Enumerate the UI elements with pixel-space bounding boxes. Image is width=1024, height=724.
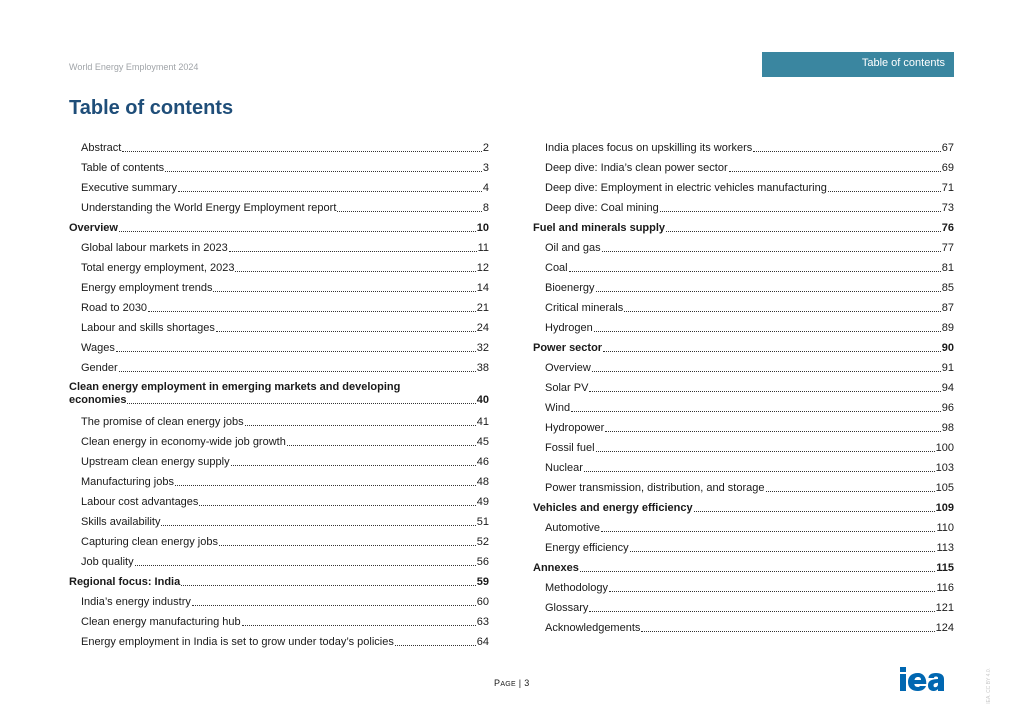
toc-entry-label: Deep dive: Coal mining (545, 202, 659, 214)
toc-entry-label: Clean energy manufacturing hub (81, 616, 241, 628)
toc-entry[interactable] (69, 456, 489, 469)
dot-leader (235, 271, 475, 272)
toc-entry-page: 48 (476, 476, 489, 488)
report-name: World Energy Employment 2024 (69, 62, 199, 72)
toc-entry[interactable] (533, 202, 954, 215)
toc-entry-label: Coal (545, 262, 568, 274)
toc-entry-label: Hydrogen (545, 322, 593, 334)
toc-entry-label: Clean energy employment in emerging markets and developing (69, 381, 401, 393)
toc-entry-label: Skills availability (81, 516, 161, 528)
toc-entry-page: 96 (941, 402, 954, 414)
toc-entry-page: 52 (476, 536, 489, 548)
toc-entry-page: 12 (476, 262, 489, 274)
toc-entry-label: Energy efficiency (545, 542, 629, 554)
dot-leader (216, 331, 476, 332)
toc-entry[interactable] (69, 362, 489, 375)
toc-entry-page: 4 (482, 182, 489, 194)
toc-entry-page: 10 (476, 222, 489, 234)
toc-entry[interactable] (533, 362, 954, 375)
toc-entry[interactable] (69, 322, 489, 335)
toc-entry-page: 60 (476, 596, 489, 608)
toc-entry-label: Regional focus: India (69, 576, 181, 588)
toc-entry-label: Capturing clean energy jobs (81, 536, 218, 548)
dot-leader (245, 425, 476, 426)
toc-entry-page: 21 (476, 302, 489, 314)
dot-leader (161, 525, 475, 526)
toc-entry-page: 116 (936, 582, 954, 594)
dot-leader (828, 191, 941, 192)
toc-entry[interactable] (533, 182, 954, 195)
toc-entry-label: Automotive (545, 522, 601, 534)
toc-entry[interactable] (533, 142, 954, 155)
dot-leader (729, 171, 941, 172)
toc-entry-label: Fossil fuel (545, 442, 595, 454)
toc-entry-page: 90 (941, 342, 954, 354)
toc-entry-page: 89 (941, 322, 954, 334)
toc-entry-label: Road to 2030 (81, 302, 148, 314)
toc-entry-page: 85 (941, 282, 954, 294)
dot-leader (242, 625, 476, 626)
toc-entry-page: 77 (941, 242, 954, 254)
toc-entry[interactable] (533, 462, 954, 475)
dot-leader (199, 505, 475, 506)
toc-entry-page: 109 (935, 502, 954, 514)
toc-entry[interactable] (69, 536, 489, 549)
toc-entry-page: 121 (935, 602, 954, 614)
toc-entry[interactable] (69, 636, 489, 649)
toc-entry-page: 124 (935, 622, 954, 634)
toc-entry-label: Acknowledgements (545, 622, 641, 634)
toc-entry[interactable] (533, 402, 954, 415)
dot-leader (213, 291, 475, 292)
toc-entry-label: Vehicles and energy efficiency (533, 502, 693, 514)
dot-leader (231, 465, 476, 466)
toc-entry-label: Executive summary (81, 182, 177, 194)
toc-entry-label: India places focus on upskilling its workers (545, 142, 753, 154)
toc-entry-page: 8 (482, 202, 489, 214)
dot-leader (601, 531, 935, 532)
toc-entry-page: 51 (476, 516, 489, 528)
toc-entry-label: Methodology (545, 582, 608, 594)
toc-entry-page: 73 (941, 202, 954, 214)
toc-entry-label: Overview (69, 222, 118, 234)
toc-entry-page: 11 (477, 242, 489, 254)
toc-entry-page: 63 (476, 616, 489, 628)
toc-entry-label: The promise of clean energy jobs (81, 416, 244, 428)
toc-entry[interactable] (69, 436, 489, 449)
toc-entry-label: Fuel and minerals supply (533, 222, 666, 234)
toc-entry[interactable] (533, 162, 954, 175)
toc-entry-page: 41 (476, 416, 489, 428)
toc-entry[interactable] (69, 596, 489, 609)
dot-leader (596, 291, 941, 292)
toc-entry[interactable] (69, 476, 489, 489)
toc-entry[interactable] (69, 616, 489, 629)
dot-leader (127, 403, 475, 404)
toc-entry[interactable] (69, 342, 489, 355)
toc-entry-page: 81 (941, 262, 954, 274)
toc-entry-page: 45 (476, 436, 489, 448)
dot-leader (116, 351, 476, 352)
toc-entry-label: Power transmission, distribution, and storage (545, 482, 765, 494)
toc-entry-page: 110 (936, 522, 954, 534)
dot-leader (175, 485, 476, 486)
toc-entry-page: 105 (935, 482, 954, 494)
toc-entry-page: 14 (476, 282, 489, 294)
dot-leader (395, 645, 476, 646)
toc-entry-label: Glossary (545, 602, 589, 614)
toc-entry-page: 67 (941, 142, 954, 154)
page-number: 3 (524, 678, 530, 688)
toc-entry[interactable] (69, 182, 489, 195)
toc-entry-page: 32 (476, 342, 489, 354)
dot-leader (119, 231, 476, 232)
dot-leader (571, 411, 941, 412)
dot-leader (229, 251, 477, 252)
toc-entry-label: Gender (81, 362, 118, 374)
toc-entry-label: Upstream clean energy supply (81, 456, 230, 468)
toc-entry[interactable] (533, 322, 954, 335)
toc-entry-label: Hydropower (545, 422, 605, 434)
dot-leader (148, 311, 476, 312)
dot-leader (181, 585, 476, 586)
toc-entry-label: Deep dive: Employment in electric vehicles manufacturing (545, 182, 827, 194)
toc-entry-page: 59 (476, 576, 489, 588)
dot-leader (135, 565, 476, 566)
toc-section-entry[interactable] (69, 222, 489, 235)
toc-section-entry[interactable] (533, 222, 954, 235)
toc-entry-label: Solar PV (545, 382, 589, 394)
dot-leader (624, 311, 941, 312)
toc-section-entry[interactable] (533, 562, 954, 575)
toc-entry-page: 24 (476, 322, 489, 334)
toc-entry[interactable] (533, 542, 954, 555)
toc-entry[interactable] (69, 282, 489, 295)
toc-entry-label-cont: economies (69, 394, 127, 406)
toc-entry[interactable] (69, 262, 489, 275)
toc-entry-page: 46 (476, 456, 489, 468)
toc-entry-label: Job quality (81, 556, 134, 568)
toc-entry-label: Global labour markets in 2023 (81, 242, 228, 254)
toc-entry-label: Energy employment in India is set to grow under today’s policies (81, 636, 394, 648)
toc-entry-page: 38 (476, 362, 489, 374)
toc-entry-label: India’s energy industry (81, 596, 191, 608)
dot-leader (178, 191, 482, 192)
dot-leader (753, 151, 940, 152)
toc-entry-label: Critical minerals (545, 302, 624, 314)
dot-leader (589, 611, 934, 612)
toc-entry-label: Energy employment trends (81, 282, 213, 294)
dot-leader (119, 371, 476, 372)
toc-entry-label: Annexes (533, 562, 579, 574)
toc-entry-page: 56 (476, 556, 489, 568)
toc-entry[interactable] (69, 416, 489, 429)
toc-entry-label: Manufacturing jobs (81, 476, 174, 488)
toc-entry[interactable] (533, 282, 954, 295)
toc-entry[interactable] (69, 302, 489, 315)
toc-entry-page: 69 (941, 162, 954, 174)
toc-entry-page: 98 (941, 422, 954, 434)
dot-leader (287, 445, 476, 446)
toc-entry[interactable] (533, 482, 954, 495)
toc-entry[interactable] (533, 442, 954, 455)
toc-entry[interactable] (69, 496, 489, 509)
toc-entry[interactable] (533, 242, 954, 255)
toc-entry-label: Power sector (533, 342, 603, 354)
dot-leader (580, 571, 935, 572)
page-title: Table of contents (69, 97, 234, 119)
toc-entry[interactable] (69, 516, 489, 529)
toc-section-entry[interactable] (69, 381, 489, 407)
toc-entry[interactable] (533, 302, 954, 315)
dot-leader (603, 351, 941, 352)
toc-entry-label: Labour and skills shortages (81, 322, 215, 334)
toc-entry-label: Wages (81, 342, 115, 354)
toc-entry[interactable] (69, 556, 489, 569)
toc-entry[interactable] (533, 262, 954, 275)
license-note: IEA. CC BY 4.0. (986, 668, 992, 704)
dot-leader (584, 471, 935, 472)
toc-entry-label: Understanding the World Energy Employment report (81, 202, 337, 214)
dot-leader (592, 371, 941, 372)
dot-leader (337, 211, 482, 212)
dot-leader (666, 231, 941, 232)
toc-entry-page: 3 (482, 162, 489, 174)
toc-entry[interactable] (533, 582, 954, 595)
toc-entry-label: Table of contents (81, 162, 165, 174)
toc-entry[interactable] (69, 142, 489, 155)
toc-entry-page: 64 (476, 636, 489, 648)
toc-entry-page: 115 (936, 562, 954, 574)
toc-entry-label: Bioenergy (545, 282, 595, 294)
dot-leader (192, 605, 476, 606)
dot-leader (602, 251, 941, 252)
toc-entry-page: 113 (936, 542, 954, 554)
toc-entry[interactable] (533, 622, 954, 635)
toc-entry-page: 2 (482, 142, 489, 154)
toc-entry-page: 103 (935, 462, 954, 474)
toc-entry-label: Wind (545, 402, 571, 414)
dot-leader (630, 551, 936, 552)
dot-leader (594, 331, 941, 332)
toc-section-entry[interactable] (69, 576, 489, 589)
toc-entry[interactable] (533, 522, 954, 535)
toc-entry-page: 76 (941, 222, 954, 234)
toc-entry-label: Labour cost advantages (81, 496, 199, 508)
toc-entry-label: Overview (545, 362, 591, 374)
toc-entry-page: 87 (941, 302, 954, 314)
dot-leader (694, 511, 935, 512)
dot-leader (605, 431, 940, 432)
toc-entry-label: Oil and gas (545, 242, 601, 254)
toc-entry-label: Clean energy in economy-wide job growth (81, 436, 286, 448)
dot-leader (165, 171, 482, 172)
dot-leader (589, 391, 940, 392)
iea-logo (898, 667, 956, 695)
toc-entry-page: 71 (941, 182, 954, 194)
dot-leader (569, 271, 941, 272)
toc-entry-page: 40 (476, 394, 489, 406)
toc-entry[interactable] (69, 242, 489, 255)
dot-leader (596, 451, 935, 452)
toc-entry[interactable] (533, 382, 954, 395)
dot-leader (122, 151, 482, 152)
dot-leader (660, 211, 941, 212)
toc-entry-page: 100 (935, 442, 954, 454)
dot-leader (766, 491, 935, 492)
toc-entry-label: Deep dive: India’s clean power sector (545, 162, 728, 174)
toc-entry[interactable] (69, 162, 489, 175)
dot-leader (609, 591, 935, 592)
toc-entry-page: 91 (941, 362, 954, 374)
toc-section-entry[interactable] (533, 502, 954, 515)
toc-section-entry[interactable] (533, 342, 954, 355)
toc-entry-label: Nuclear (545, 462, 583, 474)
section-tab[interactable]: Table of contents (762, 52, 954, 77)
toc-entry[interactable] (533, 602, 954, 615)
page-footer: PAGE | 3 (494, 678, 530, 688)
dot-leader (219, 545, 476, 546)
toc-entry[interactable] (533, 422, 954, 435)
dot-leader (641, 631, 934, 632)
toc-entry-label: Total energy employment, 2023 (81, 262, 235, 274)
toc-entry-label: Abstract (81, 142, 122, 154)
toc-entry-page: 49 (476, 496, 489, 508)
toc-entry-page: 94 (941, 382, 954, 394)
toc-entry[interactable] (69, 202, 489, 215)
